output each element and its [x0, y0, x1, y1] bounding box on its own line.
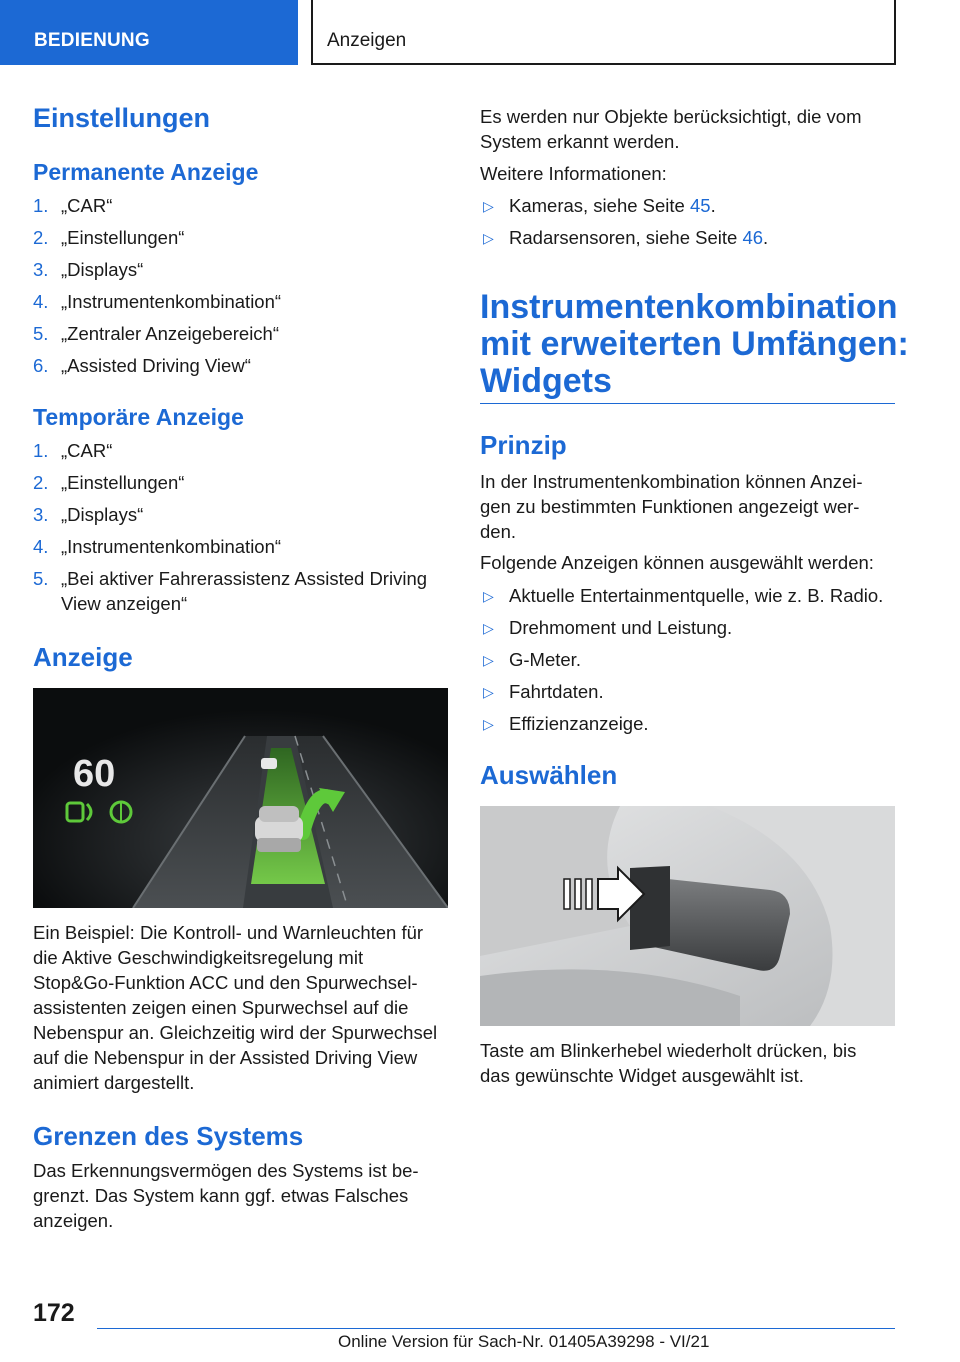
- heading-einstellungen: Einstellungen: [33, 103, 211, 133]
- list-item: G-Meter.: [509, 649, 581, 670]
- list-item: Aktuelle Entertainmentquelle, wie z. B. Radio.: [509, 585, 884, 606]
- ref-text: Radarsensoren, siehe Seite: [509, 227, 743, 248]
- list-item: „CAR“: [61, 440, 113, 461]
- heading-rule: [480, 403, 895, 404]
- heading-anzeige: Anzeige: [33, 642, 133, 672]
- assisted-driving-view-illustration: [33, 688, 448, 908]
- heading-temporaere-anzeige: Temporäre Anzeige: [33, 404, 244, 430]
- caption-line: Stop&Go-Funktion ACC und den Spurwechsel-: [33, 972, 418, 993]
- caption-line: Nebenspur an. Gleichzeitig wird der Spurwechsel: [33, 1022, 438, 1043]
- ref-text: Kameras, siehe Seite: [509, 195, 690, 216]
- chapter-title: Anzeigen: [327, 30, 407, 51]
- section-title: BEDIENUNG: [34, 30, 150, 51]
- list-item: Fahrtdaten.: [509, 681, 604, 702]
- ref-end: .: [763, 227, 769, 248]
- bullet-triangle-icon: ▷: [483, 620, 494, 636]
- chapter-heading-line: Instrumentenkombination: [480, 288, 898, 326]
- paragraph-line: Es werden nur Objekte berücksichtigt, die vom: [480, 106, 862, 127]
- list-item: [509, 225, 768, 250]
- list-number: 4.: [33, 291, 49, 312]
- list-number: 1.: [33, 440, 49, 461]
- list-number: 6.: [33, 355, 49, 376]
- list-item: „Bei aktiver Fahrerassistenz Assisted Driving: [61, 568, 428, 589]
- list-item: „Assisted Driving View“: [61, 355, 251, 376]
- list-number: 3.: [33, 504, 49, 525]
- turn-signal-lever-illustration: [480, 806, 895, 1026]
- paragraph-line: grenzt. Das System kann ggf. etwas Falsches: [33, 1185, 409, 1206]
- paragraph-line: anzeigen.: [33, 1210, 114, 1231]
- list-item: Drehmoment und Leistung.: [509, 617, 733, 638]
- bullet-triangle-icon: ▷: [483, 716, 494, 732]
- list-item: „Zentraler Anzeigebereich“: [61, 323, 279, 344]
- paragraph-line: Taste am Blinkerhebel wiederholt drücken, bis: [480, 1040, 857, 1061]
- list-item: „Displays“: [61, 259, 144, 280]
- list-item: „CAR“: [61, 195, 113, 216]
- heading-auswaehlen: Auswählen: [480, 760, 618, 790]
- list-item: Effizienzanzeige.: [509, 713, 649, 734]
- bullet-triangle-icon: ▷: [483, 230, 494, 246]
- caption-line: die Aktive Geschwindigkeitsregelung mit: [33, 947, 364, 968]
- caption-line: Ein Beispiel: Die Kontroll- und Warnleuchten für: [33, 922, 424, 943]
- list-number: 2.: [33, 472, 49, 493]
- bullet-triangle-icon: ▷: [483, 652, 494, 668]
- paragraph-line: System erkannt werden.: [480, 131, 680, 152]
- caption-line: animiert dargestellt.: [33, 1072, 195, 1093]
- paragraph-line: gen zu bestimmten Funktionen angezeigt wer-: [480, 496, 860, 517]
- list-number: 5.: [33, 568, 49, 589]
- paragraph-line: In der Instrumentenkombination können Anzei-: [480, 471, 863, 492]
- chapter-heading-line: Widgets: [480, 362, 612, 400]
- list-item: „Einstellungen“: [61, 472, 185, 493]
- list-number: 2.: [33, 227, 49, 248]
- page-number: 172: [33, 1299, 75, 1327]
- list-item: „Displays“: [61, 504, 144, 525]
- list-number: 4.: [33, 536, 49, 557]
- ref-end: .: [710, 195, 716, 216]
- paragraph-line: den.: [480, 521, 517, 542]
- section-tab: [0, 0, 298, 65]
- list-item: „Einstellungen“: [61, 227, 185, 248]
- assisted-driving-view-image: [33, 688, 448, 908]
- bullet-triangle-icon: ▷: [483, 684, 494, 700]
- caption-line: assistenten zeigen einen Spurwechsel auf die: [33, 997, 409, 1018]
- list-number: 3.: [33, 259, 49, 280]
- footer-online-version: Online Version für Sach-Nr. 01405A39298 - VI/21: [338, 1332, 710, 1351]
- heading-permanente-anzeige: Permanente Anzeige: [33, 159, 259, 185]
- list-number: 1.: [33, 195, 49, 216]
- heading-grenzen: Grenzen des Systems: [33, 1121, 304, 1151]
- caption-line: auf die Nebenspur in der Assisted Driving View: [33, 1047, 418, 1068]
- list-item: „Instrumentenkombination“: [61, 291, 282, 312]
- bullet-triangle-icon: ▷: [483, 588, 494, 604]
- chapter-frame: [311, 0, 896, 65]
- speed-readout: 60: [73, 753, 116, 795]
- footer-rule: [97, 1328, 895, 1329]
- paragraph-line: Das Erkennungsvermögen des Systems ist be-: [33, 1160, 419, 1181]
- chapter-heading-line: mit erweiterten Umfängen:: [480, 325, 909, 363]
- folgende-label: Folgende Anzeigen können ausgewählt werden:: [480, 552, 874, 573]
- list-item: „Instrumentenkombination“: [61, 536, 282, 557]
- paragraph-line: das gewünschte Widget ausgewählt ist.: [480, 1065, 804, 1086]
- page-link[interactable]: 46: [742, 227, 764, 248]
- heading-prinzip: Prinzip: [480, 430, 567, 460]
- turn-signal-lever-image: [480, 806, 895, 1026]
- more-info-label: Weitere Informationen:: [480, 163, 667, 184]
- list-item-continuation: View anzeigen“: [61, 593, 188, 614]
- list-item: [509, 193, 716, 218]
- list-number: 5.: [33, 323, 49, 344]
- bullet-triangle-icon: ▷: [483, 198, 494, 214]
- page-link[interactable]: 45: [689, 195, 711, 216]
